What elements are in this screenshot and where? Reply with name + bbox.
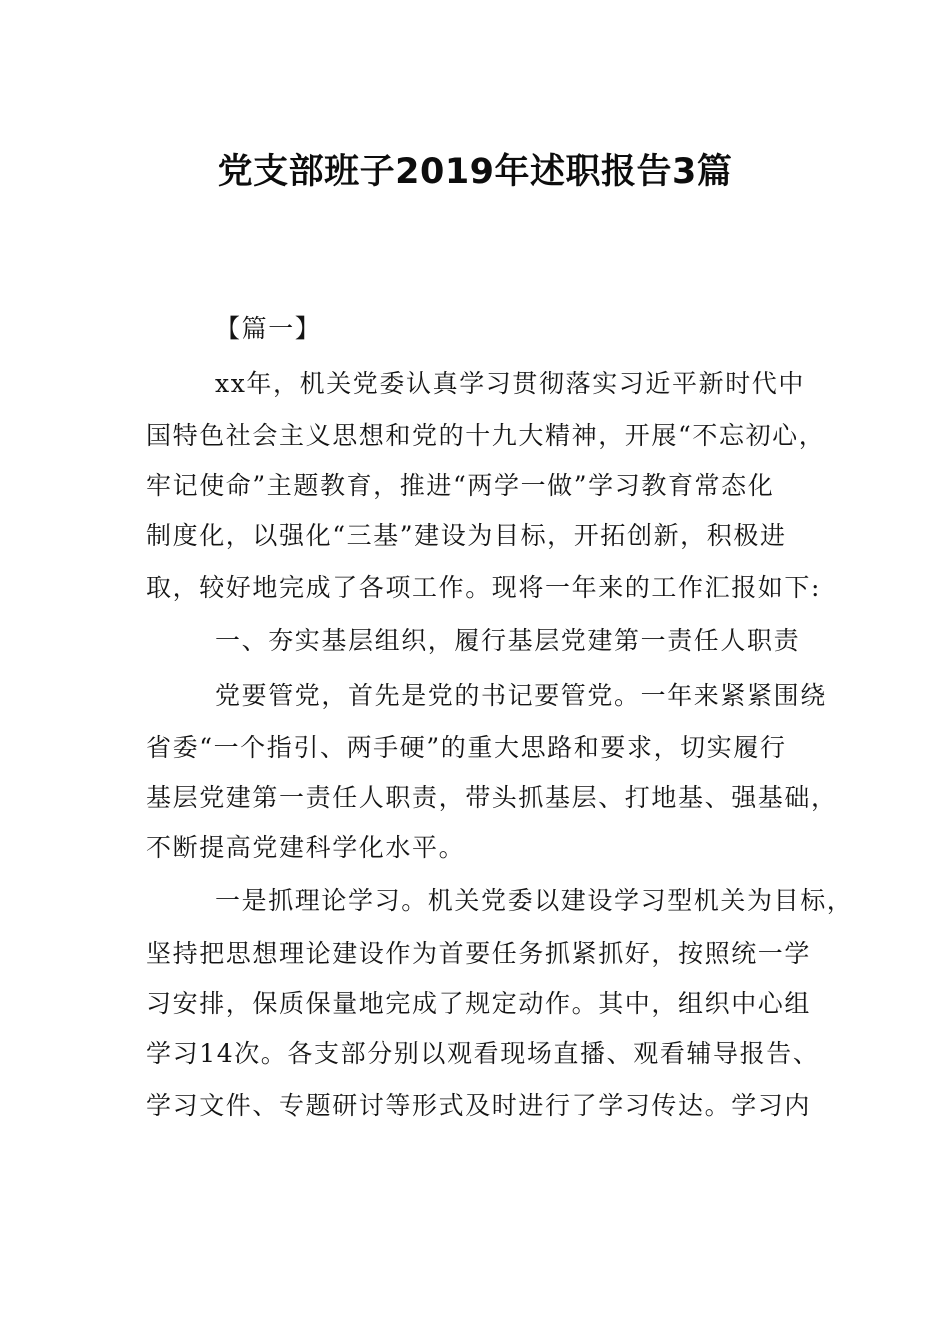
paragraph-line: 国特色社会主义思想和党的十九大精神，开展“不忘初心，	[146, 421, 826, 450]
section-heading: 一、夯实基层组织，履行基层党建第一责任人职责	[215, 626, 801, 655]
paragraph-line: 学习14次。各支部分别以观看现场直播、观看辅导报告、	[146, 1039, 820, 1068]
paragraph-line: 习安排，保质保量地完成了规定动作。其中，组织中心组	[146, 989, 812, 1018]
paragraph-line: 省委“一个指引、两手硬”的重大思路和要求，切实履行	[146, 733, 787, 762]
section-label: 【篇一】	[215, 314, 322, 343]
paragraph-line: 坚持把思想理论建设作为首要任务抓紧抓好，按照统一学	[146, 939, 812, 968]
paragraph-line: 基层党建第一责任人职责，带头抓基层、打地基、强基础，	[146, 783, 838, 812]
document-title: 党支部班子2019年述职报告3篇	[217, 152, 733, 192]
paragraph-line: 党要管党，首先是党的书记要管党。一年来紧紧围绕	[215, 681, 827, 710]
paragraph-line: 取，较好地完成了各项工作。现将一年来的工作汇报如下:	[146, 573, 822, 602]
paragraph-line: 制度化，以强化“三基”建设为目标，开拓创新，积极进	[146, 521, 787, 550]
paragraph-line: 一是抓理论学习。机关党委以建设学习型机关为目标，	[215, 886, 854, 915]
paragraph-line: 牢记使命”主题教育，推进“两学一做”学习教育常态化	[146, 471, 775, 500]
paragraph-line: 不断提高党建科学化水平。	[146, 833, 466, 862]
paragraph-line: xx年，机关党委认真学习贯彻落实习近平新时代中	[215, 369, 805, 398]
paragraph-line: 学习文件、专题研讨等形式及时进行了学习传达。学习内	[146, 1091, 812, 1120]
